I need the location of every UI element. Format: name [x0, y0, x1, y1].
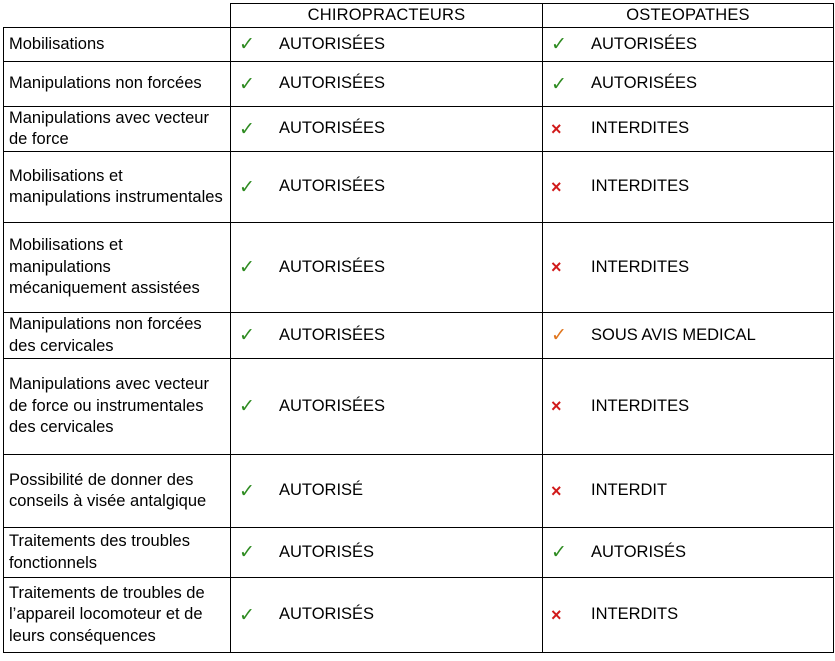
cross-icon: ×: [551, 604, 562, 625]
row-label: Traitements des troubles fonctionnels: [4, 528, 231, 578]
cross-icon: ×: [551, 257, 562, 278]
table-row: [4, 107, 834, 152]
chiropracteurs-status-text: AUTORISÉES: [279, 74, 386, 93]
check-icon: ✓: [551, 325, 567, 347]
check-icon: ✓: [551, 73, 567, 95]
chiropracteurs-cell: [231, 359, 543, 455]
cross-icon: ×: [551, 480, 562, 501]
header-osteopathes: OSTEOPATHES: [543, 4, 834, 28]
osteopathes-cell: [543, 62, 834, 107]
chiropracteurs-status-text: AUTORISÉES: [279, 177, 386, 196]
chiropracteurs-status-text: AUTORISÉES: [279, 326, 386, 345]
row-label: Possibilité de donner des conseils à visée antalgique: [4, 455, 231, 528]
chiropracteurs-cell: [231, 313, 543, 359]
chiropracteurs-status-text: AUTORISÉES: [279, 397, 386, 416]
osteopathes-cell: [543, 107, 834, 152]
cross-icon: ×: [551, 176, 562, 197]
check-icon: ✓: [239, 480, 255, 502]
osteopathes-status-text: AUTORISÉES: [591, 35, 698, 54]
table-row: [4, 152, 834, 223]
chiropracteurs-status-text: AUTORISÉ: [279, 481, 364, 500]
check-icon: ✓: [239, 542, 255, 564]
check-icon: ✓: [239, 604, 255, 626]
check-icon: ✓: [239, 73, 255, 95]
osteopathes-cell: [543, 28, 834, 62]
osteopathes-cell: [543, 578, 834, 653]
row-label: Manipulations non forcées des cervicales: [4, 313, 231, 359]
check-icon: ✓: [239, 34, 255, 56]
osteopathes-cell: [543, 359, 834, 455]
osteopathes-cell: [543, 455, 834, 528]
cross-icon: ×: [551, 396, 562, 417]
check-icon: ✓: [239, 257, 255, 279]
check-icon: ✓: [551, 34, 567, 56]
chiropracteurs-cell: [231, 107, 543, 152]
osteopathes-cell: [543, 528, 834, 578]
chiropracteurs-cell: [231, 28, 543, 62]
osteopathes-status-text: INTERDITES: [591, 397, 690, 416]
table-row: [4, 359, 834, 455]
chiropracteurs-status-text: AUTORISÉES: [279, 119, 386, 138]
chiropracteurs-status-text: AUTORISÉES: [279, 258, 386, 277]
chiropracteurs-cell: [231, 62, 543, 107]
row-label: Manipulations avec vecteur de force ou instrumentales des cervicales: [4, 359, 231, 455]
chiropracteurs-status-text: AUTORISÉS: [279, 605, 375, 624]
chiropracteurs-cell: [231, 455, 543, 528]
osteopathes-status-text: AUTORISÉES: [591, 74, 698, 93]
table-body: [4, 28, 834, 653]
row-label: Mobilisations: [4, 28, 231, 62]
check-icon: ✓: [239, 325, 255, 347]
osteopathes-cell: [543, 313, 834, 359]
osteopathes-status-text: AUTORISÉS: [591, 543, 687, 562]
table-row: [4, 223, 834, 313]
header-corner: [4, 4, 231, 28]
table-row: [4, 578, 834, 653]
table-row: [4, 313, 834, 359]
check-icon: ✓: [239, 396, 255, 418]
cross-icon: ×: [551, 118, 562, 139]
check-icon: ✓: [239, 118, 255, 140]
osteopathes-status-text: SOUS AVIS MEDICAL: [591, 326, 756, 345]
table-row: [4, 28, 834, 62]
chiropracteurs-status-text: AUTORISÉS: [279, 543, 375, 562]
header-chiropracteurs: CHIROPRACTEURS: [231, 4, 543, 28]
comparison-table: [3, 3, 834, 653]
check-icon: ✓: [551, 542, 567, 564]
osteopathes-status-text: INTERDIT: [591, 481, 668, 500]
chiropracteurs-cell: [231, 528, 543, 578]
check-icon: ✓: [239, 176, 255, 198]
osteopathes-cell: [543, 223, 834, 313]
row-label: Manipulations non forcées: [4, 62, 231, 107]
osteopathes-status-text: INTERDITES: [591, 258, 690, 277]
row-label: Traitements de troubles de l’appareil locomoteur et de leurs conséquences: [4, 578, 231, 653]
table-header-row: [4, 4, 834, 28]
row-label: Manipulations avec vecteur de force: [4, 107, 231, 152]
table-row: [4, 62, 834, 107]
row-label: Mobilisations et manipulations mécaniquement assistées: [4, 223, 231, 313]
chiropracteurs-cell: [231, 152, 543, 223]
osteopathes-status-text: INTERDITES: [591, 177, 690, 196]
chiropracteurs-status-text: AUTORISÉES: [279, 35, 386, 54]
osteopathes-status-text: INTERDITS: [591, 605, 679, 624]
row-label: Mobilisations et manipulations instrumentales: [4, 152, 231, 223]
osteopathes-cell: [543, 152, 834, 223]
chiropracteurs-cell: [231, 578, 543, 653]
osteopathes-status-text: INTERDITES: [591, 119, 690, 138]
chiropracteurs-cell: [231, 223, 543, 313]
table-row: [4, 455, 834, 528]
table-row: [4, 528, 834, 578]
